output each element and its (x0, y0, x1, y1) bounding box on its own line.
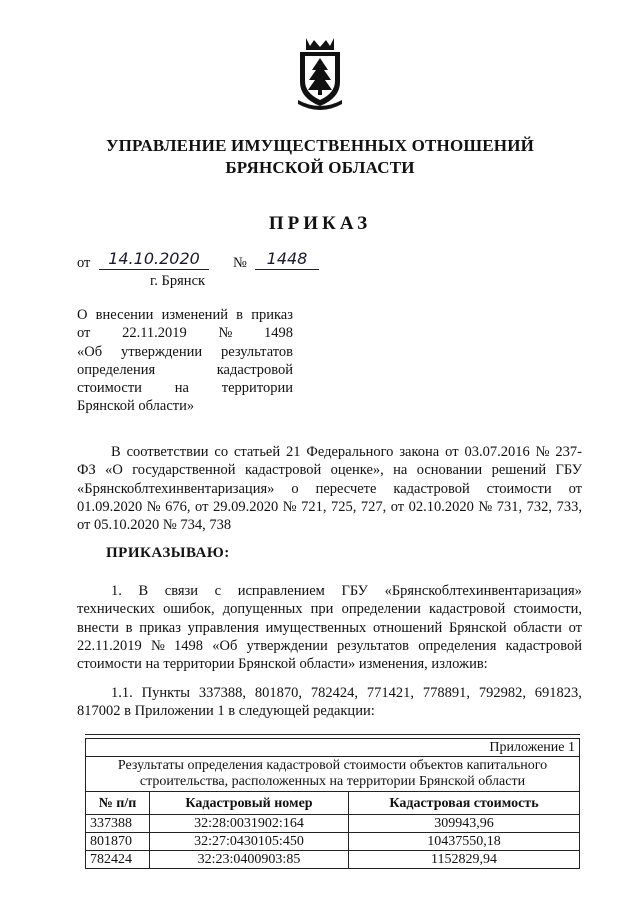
text-word: соответствии (126, 444, 209, 460)
text-word: 801870, (254, 685, 302, 701)
text-word: ФЗ (77, 462, 96, 479)
text-word: оценке», (330, 462, 384, 479)
column-header-cadastral-value: Кадастровая стоимость (349, 792, 580, 815)
cell-item-number: 782424 (86, 851, 150, 869)
text-word: Федерального (306, 444, 394, 460)
text-word: 237- (555, 444, 582, 460)
table-row (86, 833, 580, 851)
text-word: ошибок, (163, 601, 215, 618)
text-line (77, 324, 293, 342)
text-line (77, 655, 582, 673)
text-word: 1498 (174, 637, 204, 654)
text-line (77, 379, 293, 397)
text-word: «Об (212, 637, 238, 654)
preamble-paragraph (77, 443, 582, 534)
text-word: в (125, 619, 133, 636)
text-word: приказ (251, 307, 293, 323)
cadastral-table (85, 738, 580, 869)
text-word: от (390, 498, 405, 515)
text-word: 1. (111, 583, 122, 599)
text-word: 337388, (198, 685, 247, 701)
text-line (77, 343, 293, 361)
text-word: утверждении (246, 637, 328, 654)
document-type-title: ПРИКАЗ (268, 213, 372, 234)
text-word: внесении (95, 307, 154, 323)
text-line (77, 619, 582, 637)
header-row (86, 792, 580, 815)
text-line (77, 443, 582, 461)
text-word: технических (77, 601, 155, 618)
text-word: от 05.10.2020 № 734, 738 (77, 517, 232, 534)
text-word: определения (77, 361, 156, 378)
text-word: 792982, (478, 685, 526, 701)
text-word: от (445, 444, 459, 460)
text-line (77, 306, 293, 324)
column-header-number: № п/п (86, 792, 150, 815)
text-line (77, 702, 582, 720)
cell-cadastral-number: 32:27:0430105:450 (150, 833, 349, 851)
text-word: 676, (165, 498, 191, 515)
text-word: имущественных (265, 619, 367, 636)
text-word: Брянской (448, 619, 507, 636)
text-word: 771421, (366, 685, 414, 701)
text-word: № (146, 498, 161, 515)
organization-name-line1: УПРАВЛЕНИЕ ИМУЩЕСТВЕННЫХ ОТНОШЕНИЙ (105, 136, 535, 155)
text-word: 1498 (263, 325, 293, 342)
text-word: на (393, 462, 408, 479)
date-number-line (77, 251, 337, 275)
text-word: 817002 в Приложении 1 в следующей редакции: (77, 703, 375, 720)
text-word: в (236, 307, 244, 323)
text-word: приказ (139, 619, 181, 636)
text-word: внести (77, 619, 119, 636)
text-line (77, 498, 582, 516)
text-line (77, 582, 582, 600)
cell-cadastral-value: 1152829,94 (349, 851, 580, 869)
text-word: Брянской области» (77, 398, 195, 415)
text-word: от (568, 619, 582, 636)
text-word: области (513, 619, 562, 636)
item-1-paragraph (77, 582, 582, 673)
order-word: ПРИКАЗЫВАЮ: (106, 545, 230, 561)
appendix-row (86, 739, 580, 757)
text-word: исправлением (237, 583, 325, 599)
text-word: кадастровой (429, 601, 506, 618)
coat-of-arms-icon (294, 36, 346, 110)
text-line (77, 397, 293, 415)
cell-cadastral-number: 32:23:0400903:85 (150, 851, 349, 869)
text-word: определении (341, 601, 421, 618)
text-word: 02.10.2020 (408, 498, 474, 515)
text-word: кадастровой (244, 462, 322, 479)
text-word: отношений (372, 619, 443, 636)
text-word: от (568, 480, 582, 497)
text-word: Пункты (141, 685, 191, 701)
column-header-cadastral-number: Кадастровый номер (150, 792, 349, 815)
text-word: № (218, 325, 233, 342)
cell-cadastral-value: 309943,96 (349, 815, 580, 833)
text-word: допущенных (222, 601, 303, 618)
text-word: кадастровой (505, 637, 582, 654)
text-word: 725, (330, 498, 357, 515)
text-word: 29.09.2020 (212, 498, 279, 515)
cell-cadastral-value: 10437550,18 (349, 833, 580, 851)
appendix-label: Приложение 1 (86, 739, 580, 757)
text-word: № (150, 637, 165, 654)
text-word: от (77, 325, 91, 342)
text-word: 1.1. (111, 685, 133, 701)
organization-name-line2: БРЯНСКОЙ ОБЛАСТИ (225, 158, 415, 177)
text-word: стоимости (77, 380, 142, 397)
item-1-1-paragraph (77, 684, 582, 721)
cell-cadastral-number: 32:28:0031902:164 (150, 815, 349, 833)
text-line (77, 684, 582, 702)
text-word: от (195, 498, 209, 515)
text-word: 22.11.2019 (77, 637, 142, 654)
text-word: территории (221, 380, 293, 397)
date-label: от (77, 255, 91, 271)
text-word: ГБУ (555, 462, 582, 479)
text-word: В (111, 444, 121, 460)
text-word: № (535, 444, 550, 460)
text-word: утверждении (120, 343, 203, 360)
text-word: со (214, 444, 229, 460)
text-word: с (214, 583, 222, 599)
text-word: статьей (233, 444, 281, 460)
number-label: № (233, 255, 247, 271)
text-word: стоимости, (513, 601, 582, 618)
table-row (86, 815, 580, 833)
text-line (77, 361, 293, 379)
text-word: 21 (286, 444, 301, 460)
text-word: «Брянскоблтехинвентаризация» (77, 480, 275, 497)
text-word: 22.11.2019 (122, 325, 187, 342)
text-line (77, 600, 582, 618)
text-word: определения (418, 637, 497, 654)
text-word: стоимости на территории Брянской области» изменения, изложив: (77, 656, 488, 673)
text-word: управления (187, 619, 259, 636)
city: г. Брянск (150, 273, 206, 289)
text-word: 782424, (310, 685, 358, 701)
text-word: 733, (556, 498, 582, 515)
text-word: О (77, 307, 88, 323)
text-word: В (138, 583, 149, 599)
text-word: о (291, 480, 299, 497)
table-top-rule (85, 734, 580, 735)
text-word: результатов (337, 637, 410, 654)
text-word: на (174, 380, 189, 397)
text-word: решений (491, 462, 547, 479)
text-word: 01.09.2020 (77, 498, 143, 515)
text-word: основании (416, 462, 483, 479)
text-word: 732, (526, 498, 553, 515)
text-line (77, 461, 582, 479)
text-line (77, 480, 582, 498)
handwritten-number: 1448 (255, 249, 319, 270)
text-word: кадастровой (216, 361, 293, 378)
text-word: закона (399, 444, 440, 460)
table-caption-line2: строительства, расположенных на территории Брянской области (139, 774, 526, 789)
text-word: «О (105, 462, 123, 479)
text-word: 731, (496, 498, 523, 515)
caption-row (86, 757, 580, 792)
table-caption-line1: Результаты определения кадастровой стоимости объектов капитального (117, 758, 548, 773)
text-word: 03.07.2016 (464, 444, 530, 460)
text-word: 691823, (534, 685, 582, 701)
text-word: 727, (360, 498, 387, 515)
text-word: № (282, 498, 297, 515)
text-word: ГБУ (341, 583, 368, 599)
text-line (77, 516, 582, 534)
text-word: пересчете (315, 480, 377, 497)
cell-item-number: 337388 (86, 815, 150, 833)
text-word: «Об (77, 343, 103, 360)
text-word: стоимости (486, 480, 552, 497)
text-word: 778891, (422, 685, 470, 701)
handwritten-date: 14.10.2020 (99, 249, 209, 270)
text-word: кадастровой (393, 480, 470, 497)
cell-item-number: 801870 (86, 833, 150, 851)
order-subject (77, 306, 293, 416)
text-word: № (478, 498, 493, 515)
text-word: «Брянскоблтехинвентаризация» (384, 583, 582, 599)
text-word: государственной (132, 462, 236, 479)
text-line (77, 637, 582, 655)
text-word: результатов (220, 343, 293, 360)
text-word: 721, (301, 498, 327, 515)
text-word: изменений (161, 307, 228, 323)
table-row (86, 851, 580, 869)
table-caption (86, 757, 580, 792)
text-word: при (310, 601, 334, 618)
text-word: связи (164, 583, 199, 599)
